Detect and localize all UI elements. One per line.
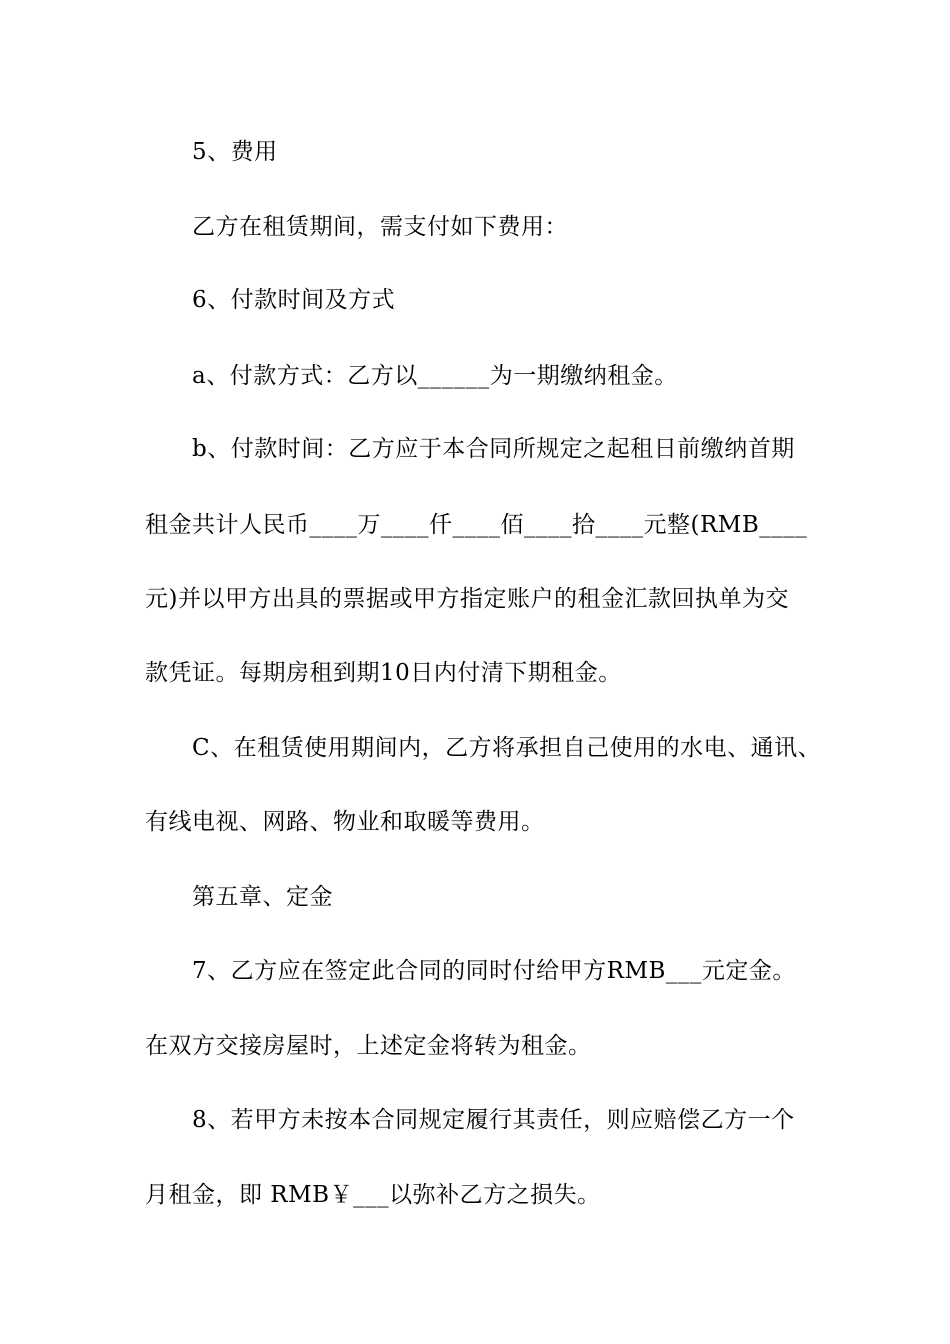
section-heading-fees: 5、费用	[192, 139, 278, 165]
chapter-heading-deposit: 第五章、定金	[192, 884, 333, 910]
paragraph-line: 有线电视、网路、物业和取暖等费用。	[145, 809, 545, 835]
paragraph-line: 在双方交接房屋时，上述定金将转为租金。	[145, 1033, 592, 1059]
paragraph-line: C、在租赁使用期间内，乙方将承担自己使用的水电、通讯、	[192, 735, 822, 761]
section-heading-payment: 6、付款时间及方式	[192, 287, 396, 313]
paragraph-line: 乙方在租赁期间，需支付如下费用：	[192, 214, 568, 240]
paragraph-line: 元)并以甲方出具的票据或甲方指定账户的租金汇款回执单为交	[145, 586, 789, 612]
paragraph-line: 款凭证。每期房租到期10日内付清下期租金。	[145, 660, 622, 686]
paragraph-line: 8、若甲方未按本合同规定履行其责任，则应赔偿乙方一个	[192, 1107, 795, 1133]
paragraph-line: a、付款方式：乙方以______为一期缴纳租金。	[192, 363, 678, 389]
paragraph-line: b、付款时间：乙方应于本合同所规定之起租日前缴纳首期	[192, 436, 795, 462]
paragraph-line: 7、乙方应在签定此合同的同时付给甲方RMB___元定金。	[192, 958, 796, 984]
paragraph-line: 租金共计人民币____万____仟____佰____拾____元整(RMB____	[145, 512, 808, 538]
paragraph-line: 月租金，即 RMB￥___以弥补乙方之损失。	[145, 1182, 601, 1208]
